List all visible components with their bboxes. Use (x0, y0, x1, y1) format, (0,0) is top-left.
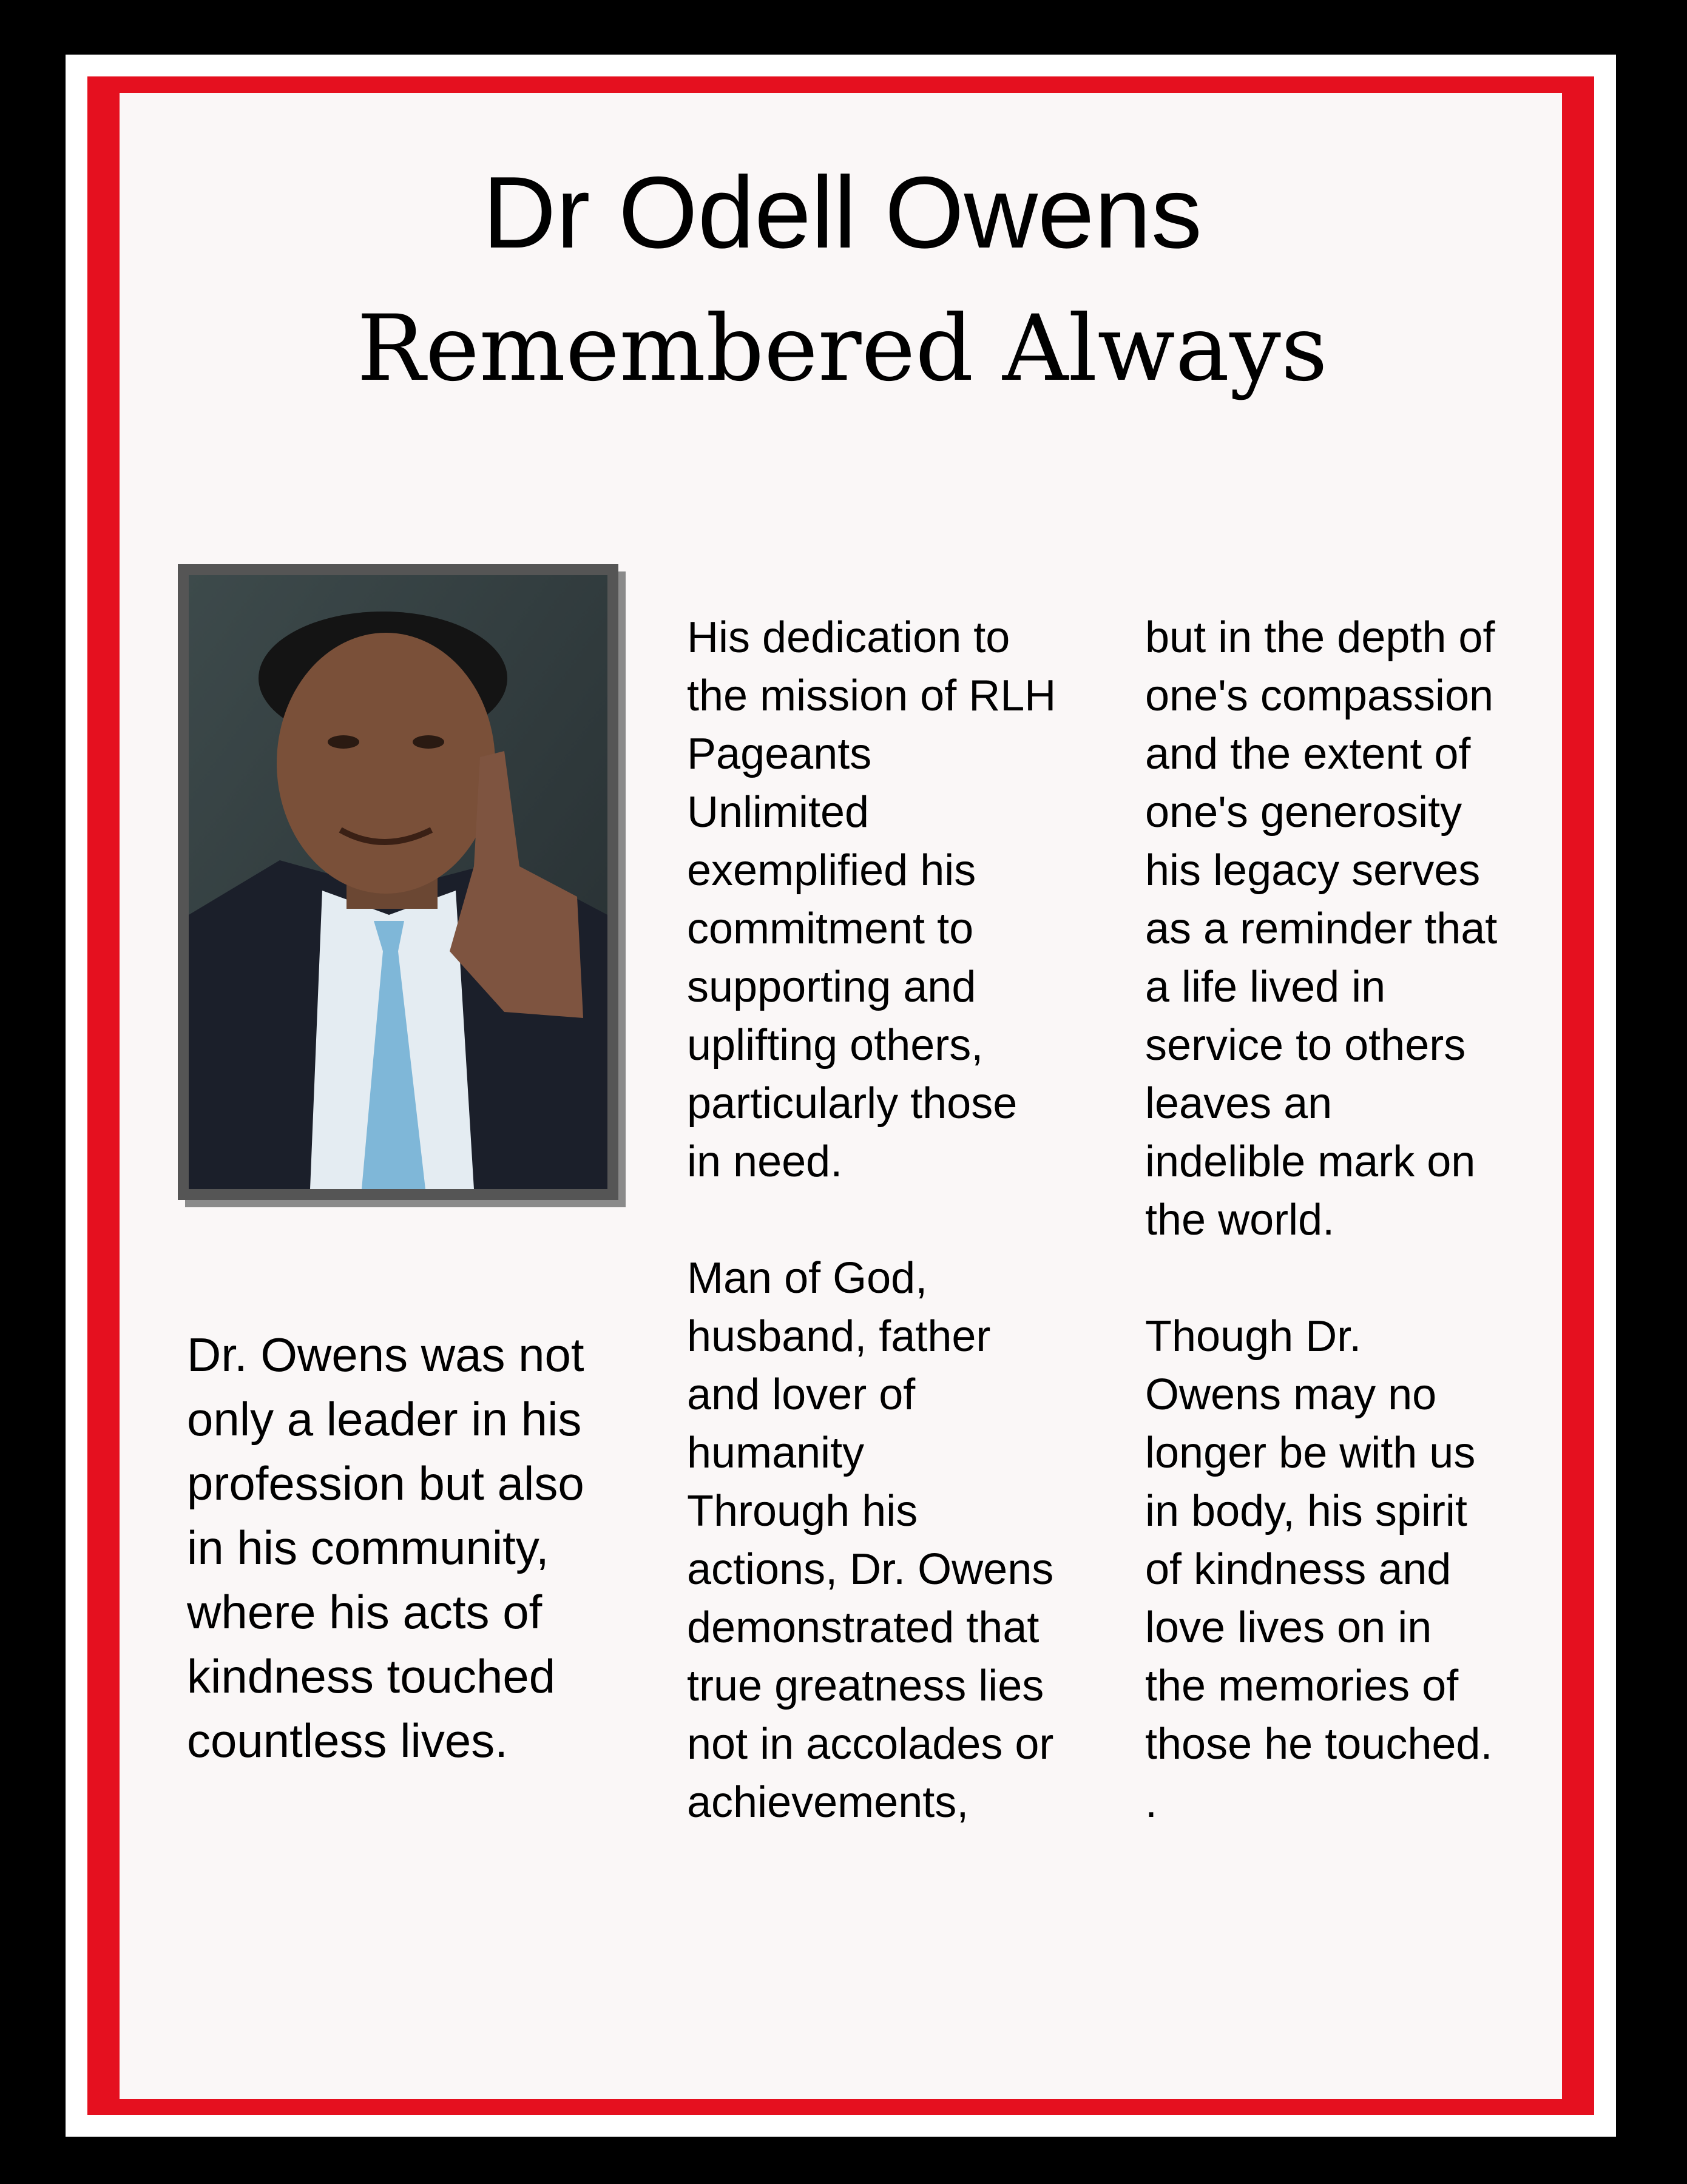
page-title: Dr Odell Owens (482, 155, 1202, 269)
left-column-text: Dr. Owens was not only a leader in his profession but also in his community, where his acts of kindness touched countless lives. (187, 1328, 584, 1767)
page-subtitle: Remembered Always (357, 296, 1328, 402)
portrait-photo-icon (189, 575, 607, 1189)
middle-column-text: His dedication to the mission of RLH Pageants Unlimited exemplified his commitment to supporting and uplifting others, particularly those in need. Man of God, husband, father and lover of humanity Through his actions, Dr. Owens demonstrated that true greatness lies not in accolades or achievements, (687, 613, 1056, 1827)
portrait-photo (178, 564, 618, 1200)
right-column-text: but in the depth of one's compassion and the extent of one's generosity his legacy serves as a reminder that a life lived in service to others leaves an indelible mark on the world. Though Dr. Owens may no longer be with us in body, his spirit of kindness and love lives on in the memories of those he touched. . (1145, 613, 1498, 1827)
